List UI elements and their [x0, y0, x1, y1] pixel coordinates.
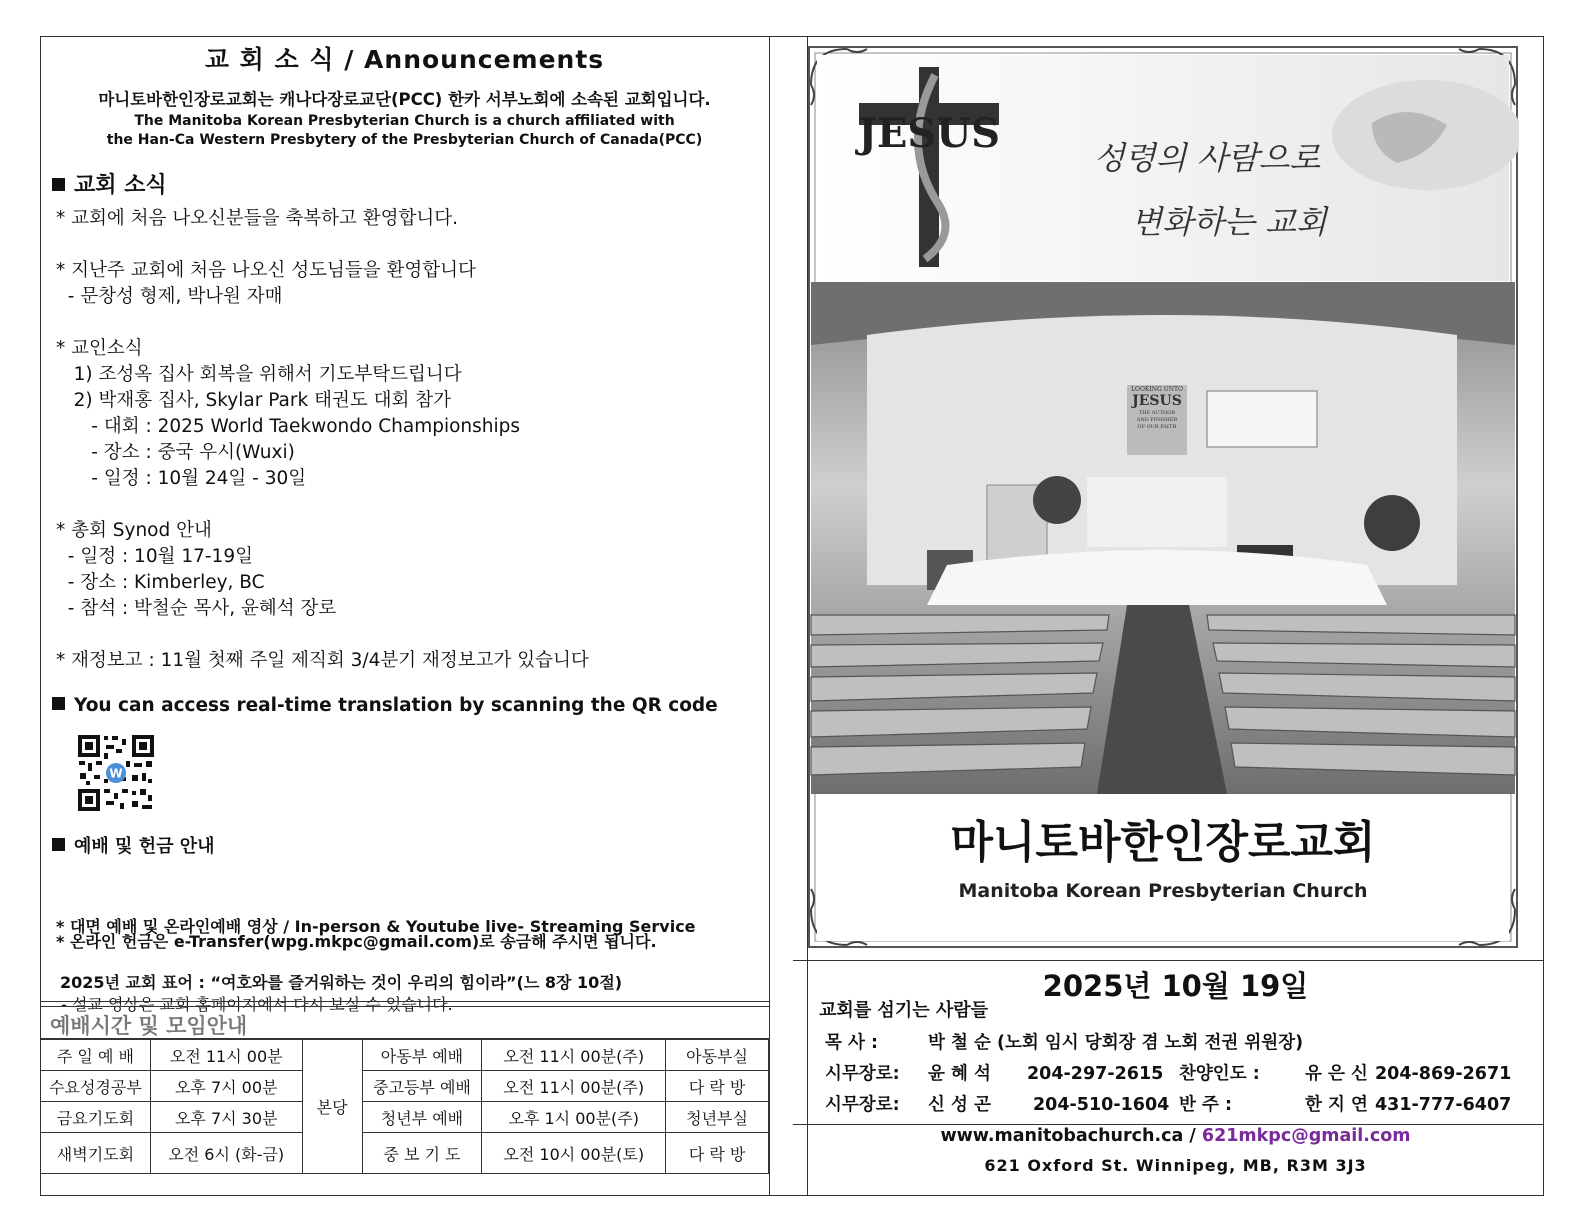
accompanist-label: 반 주 : — [1179, 1095, 1232, 1115]
intro-korean: 마니토바한인장로교회는 캐나다장로교단(PCC) 한카 서부노회에 소속된 교회입니다. — [98, 90, 711, 109]
square-bullet-icon — [52, 178, 65, 191]
news-line: * 총회 Synod 안내 — [56, 520, 212, 541]
news-list — [56, 206, 756, 674]
news-spacer — [56, 622, 756, 648]
church-motto: 2025년 교회 표어 : “여호와를 즐거워하는 것이 우리의 힘이라”(느 8장 10절) — [60, 973, 623, 992]
church-name-english: Manitoba Korean Presbyterian Church — [958, 880, 1368, 902]
news-line: * 지난주 교회에 처음 나오신 성도님들을 환영합니다 — [56, 260, 476, 281]
main-hall-cell: 본당 — [302, 1040, 362, 1174]
schedule-time: 오전 11시 00분 — [150, 1040, 302, 1071]
schedule-row — [41, 1040, 769, 1071]
cover-panel — [807, 36, 1544, 1196]
church-name-korean: 마니토바한인장로교회 — [950, 817, 1376, 868]
schedule-time: 오전 10시 00분(토) — [482, 1133, 666, 1174]
worship-line-2: - 설교 영상은 교회 홈페이지에서 다시 보실 수 있습니다. — [56, 995, 453, 1014]
worship-heading-text: 예배 및 헌금 안내 — [74, 836, 215, 857]
schedule-place: 아동부실 — [666, 1040, 769, 1071]
schedule-time: 오전 11시 00분(주) — [482, 1040, 666, 1071]
plant-icon — [1033, 476, 1081, 524]
banner-text-4: AND FINISHER — [1136, 417, 1178, 423]
news-heading-text: 교회 소식 — [74, 173, 167, 198]
news-line: - 대회 : 2025 World Taekwondo Championships — [56, 416, 521, 437]
schedule-row — [41, 1102, 769, 1133]
slogan-line-2: 변화하는 교회 — [1131, 203, 1327, 241]
schedule-place: 다 락 방 — [666, 1133, 769, 1174]
schedule-time: 오후 7시 00분 — [150, 1071, 302, 1102]
schedule-time: 오후 1시 00분(주) — [482, 1102, 666, 1133]
schedule-name: 새벽기도회 — [41, 1133, 151, 1174]
worship-leader-phone: 204-869-2671 — [1375, 1064, 1512, 1084]
pastor-label: 목 사 : — [825, 1033, 878, 1053]
elder-1-name: 윤 혜 석 — [928, 1064, 991, 1084]
schedule-name: 주 일 예 배 — [41, 1040, 151, 1071]
worship-heading — [52, 832, 215, 858]
schedule-name: 중 보 기 도 — [362, 1133, 482, 1174]
square-bullet-icon — [52, 838, 65, 851]
church-address: 621 Oxford St. Winnipeg, MB, R3M 3J3 — [984, 1156, 1367, 1175]
announcements-title: 교 회 소 식 / Announcements — [204, 45, 605, 74]
offering-info: * 온라인 헌금은 e-Transfer(wpg.mkpc@gmail.com)로 송금해 주시면 됩니다. — [56, 932, 657, 951]
news-spacer — [56, 492, 756, 518]
schedule-name: 금요기도회 — [41, 1102, 151, 1133]
announcements-panel — [40, 36, 769, 1196]
contact-web — [807, 1126, 1544, 1146]
translation-heading-text: You can access real-time translation by scanning the QR code — [74, 695, 718, 716]
cover-image — [807, 45, 1519, 949]
intro-english-line-2: the Han-Ca Western Presbytery of the Presbyterian Church of Canada(PCC) — [106, 132, 703, 148]
news-line: - 일정 : 10월 24일 - 30일 — [56, 468, 307, 489]
banner-text-3: THE AUTHOR — [1138, 410, 1176, 416]
schedule-name: 수요성경공부 — [41, 1071, 151, 1102]
elder-label: 시무장로: — [825, 1095, 900, 1115]
slogan-line-1: 성령의 사람으로 — [1093, 139, 1321, 177]
news-line: - 장소 : Kimberley, BC — [56, 572, 265, 593]
pastor-name: 박 철 순 (노회 임시 당회장 겸 노회 전권 위원장) — [928, 1033, 1304, 1053]
news-line: * 재정보고 : 11월 첫째 주일 제직회 3/4분기 재정보고가 있습니다 — [56, 650, 589, 671]
schedule-row — [41, 1071, 769, 1102]
banner-text-5: OF OUR FAITH — [1137, 424, 1177, 430]
news-spacer — [56, 232, 756, 258]
news-heading — [52, 168, 167, 199]
news-line: - 장소 : 중국 우시(Wuxi) — [56, 442, 295, 463]
elder-label: 시무장로: — [825, 1064, 900, 1084]
website-link[interactable]: www.manitobachurch.ca — [940, 1126, 1184, 1146]
worship-line-1: * 대면 예배 및 온라인예배 영상 / In-person & Youtube live- Streaming Service — [56, 917, 696, 936]
column-divider-left — [769, 36, 770, 1196]
schedule-title: 예배시간 및 모임안내 — [50, 1014, 248, 1038]
translation-heading — [52, 695, 718, 716]
date-divider — [793, 960, 1544, 961]
elder-2-name: 신 성 곤 — [928, 1095, 991, 1115]
schedule-time: 오전 6시 (화-금) — [150, 1133, 302, 1174]
sanctuary-photo — [811, 282, 1515, 794]
intro-english — [40, 112, 769, 150]
news-line: - 참석 : 박철순 목사, 윤혜석 장로 — [56, 598, 337, 619]
news-line: - 문창성 형제, 박나원 자매 — [56, 286, 283, 307]
news-line: - 일정 : 10월 17-19일 — [56, 546, 253, 567]
jesus-logo-text: JESUS — [857, 110, 1001, 157]
banner-text-2: JESUS — [1132, 393, 1182, 409]
worship-leader-label: 찬양인도 : — [1179, 1064, 1260, 1084]
bulletin-date: 2025년 10월 19일 — [1042, 969, 1309, 1003]
schedule-place: 다 락 방 — [666, 1071, 769, 1102]
schedule-row — [41, 1133, 769, 1174]
schedule-place: 청년부실 — [666, 1102, 769, 1133]
accompanist-phone: 431-777-6407 — [1375, 1095, 1512, 1115]
news-line: * 교인소식 — [56, 338, 143, 359]
square-bullet-icon — [52, 697, 65, 710]
schedule-time: 오후 7시 30분 — [150, 1102, 302, 1133]
contact-separator: / — [1189, 1126, 1196, 1146]
svg-text:W: W — [109, 766, 123, 781]
news-line: 2) 박재홍 집사, Skylar Park 태권도 대회 참가 — [56, 390, 451, 411]
news-line: * 교회에 처음 나오신분들을 축복하고 환영합니다. — [56, 208, 458, 229]
schedule-name: 중고등부 예배 — [362, 1071, 482, 1102]
schedule-table — [40, 1039, 769, 1174]
qr-code[interactable] — [76, 733, 156, 813]
accompanist-name: 한 지 연 — [1305, 1095, 1368, 1115]
worship-leader-name: 유 은 신 — [1305, 1064, 1368, 1084]
news-spacer — [56, 310, 756, 336]
elder-2-phone: 204-510-1604 — [1033, 1095, 1170, 1115]
servers-title: 교회를 섬기는 사람들 — [819, 1000, 989, 1021]
banner-text-1: LOOKING UNTO — [1131, 386, 1183, 393]
contact-divider — [793, 1124, 1544, 1125]
schedule-name: 청년부 예배 — [362, 1102, 482, 1133]
news-line: 1) 조성옥 집사 회복을 위해서 기도부탁드립니다 — [56, 364, 462, 385]
plant-icon — [1364, 495, 1420, 551]
schedule-name: 아동부 예배 — [362, 1040, 482, 1071]
schedule-title-bar — [40, 1001, 769, 1039]
intro-english-line-1: The Manitoba Korean Presbyterian Church is a church affiliated with — [134, 113, 675, 129]
elder-1-phone: 204-297-2615 — [1027, 1064, 1164, 1084]
email-link[interactable]: 621mkpc@gmail.com — [1201, 1126, 1411, 1146]
schedule-time: 오전 11시 00분(주) — [482, 1071, 666, 1102]
